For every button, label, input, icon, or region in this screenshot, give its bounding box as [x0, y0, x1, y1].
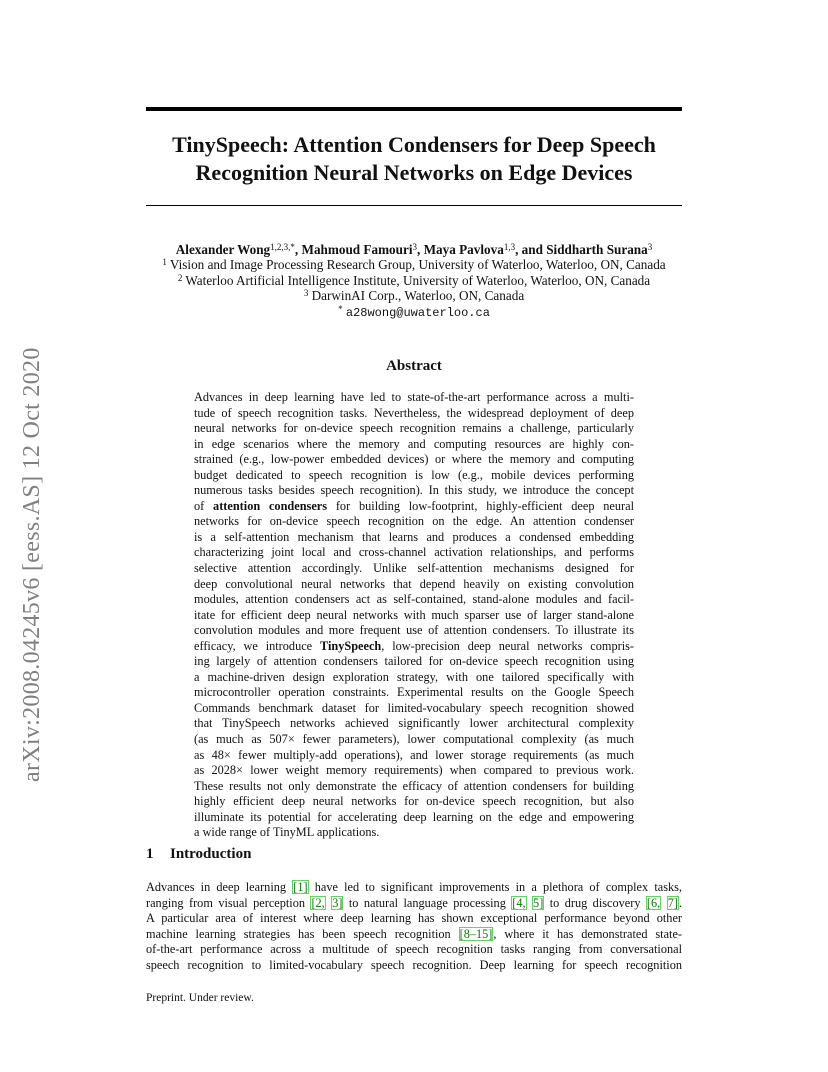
intro-line: machine learning strategies has been speech recognition [8–15], where it has demonstrated state- — [146, 926, 682, 941]
abstract-line: as 48× fewer multiply-add operations), and lower storage requirements (as much — [194, 747, 634, 762]
abstract-line: These results not only demonstrate the efficacy of attention condensers for building — [194, 778, 634, 793]
abstract-line: budget dedicated to speech recognition is low (e.g., mobile devices performing — [194, 467, 634, 482]
affiliation-mark: 2 — [177, 272, 183, 283]
abstract-line: a wide range of TinyML applications. — [194, 825, 380, 840]
citation-link[interactable]: 7] — [667, 895, 678, 910]
abstract-line: ing largely of attention condensers tailored for on-device speech recognition using — [194, 654, 634, 669]
abstract-line: networks for on-device speech recognition on the edge. An attention condenser — [194, 514, 634, 529]
citation-link[interactable]: [8–15] — [459, 926, 493, 941]
author-affiliation-mark: 1,3 — [503, 242, 516, 252]
abstract-line: Commands benchmark dataset for limited-vocabulary speech recognition showed — [194, 700, 634, 715]
abstract-heading: Abstract — [386, 358, 442, 374]
abstract-body — [194, 390, 634, 841]
affiliation-text: DarwinAI Corp., Waterloo, ON, Canada — [311, 288, 525, 304]
abstract-line: is a self-attention mechanism that learns and produces a condensed embedding — [194, 529, 634, 544]
citation-link[interactable]: 3] — [332, 895, 343, 910]
arxiv-sidebar-stamp: arXiv:2008.04245v6 [eess.AS] 12 Oct 2020 — [19, 347, 45, 782]
abstract-line: strained (e.g., low-power embedded devices) or where the memory and computing — [194, 452, 634, 467]
email-text: a28wong@uwaterloo.ca — [345, 305, 490, 320]
affiliation-mark: * — [338, 303, 343, 314]
intro-line: speech recognition to limited-vocabulary speech recognition. Deep learning for speech recognition — [146, 957, 682, 972]
abstract-line: of attention condensers for building low-footprint, highly-efficient deep neural — [194, 498, 634, 513]
author-separator: , — [294, 242, 302, 257]
affiliation-1 — [146, 257, 682, 272]
abstract-line: selective attention accordingly. Unlike self-attention mechanisms designed for — [194, 561, 634, 576]
abstract-line: neural networks for on-device speech recognition remains a challenge, particularly — [194, 421, 634, 436]
intro-line: of-the-art performance across a multitude of speech recognition tasks ranging from conversational — [146, 942, 682, 957]
bold-term: attention condensers — [213, 498, 328, 513]
author-name: Siddharth Surana — [546, 242, 648, 257]
intro-line: ranging from visual perception [2, 3] to natural language processing [4, 5] to drug discovery [6, 7]. — [146, 895, 683, 910]
abstract-line: a machine-driven design exploration strategy, with one tailored specifically with — [194, 669, 634, 684]
paper-title — [146, 131, 682, 187]
abstract-line: highly efficient deep neural networks for on-device speech recognition, but also — [194, 794, 634, 809]
author-block — [146, 242, 682, 321]
citation-link[interactable]: [4, — [512, 895, 526, 910]
affiliation-text: Vision and Image Processing Research Group, University of Waterloo, Waterloo, ON, Canada — [169, 257, 666, 273]
title-line-2: Recognition Neural Networks on Edge Devices — [195, 160, 633, 185]
affiliation-mark: 3 — [303, 288, 309, 299]
affiliation-2 — [146, 273, 682, 288]
abstract-line: Advances in deep learning have led to state-of-the-art performance across a multi- — [194, 390, 634, 404]
title-top-rule — [146, 107, 682, 111]
title-bottom-rule — [146, 205, 682, 206]
abstract-line: efficacy, we introduce TinySpeech, low-precision deep neural networks compris- — [194, 638, 634, 653]
citation-link[interactable]: [6, — [646, 895, 661, 910]
author-name: Mahmoud Famouri — [301, 242, 413, 257]
affiliation-text: Waterloo Artificial Intelligence Institute, University of Waterloo, Waterloo, ON, Canada — [185, 272, 651, 288]
abstract-line: itate for efficient deep neural networks with much sparser use of larger stand-alone — [194, 607, 634, 622]
footer-note: Preprint. Under review. — [146, 992, 254, 1004]
author-name: Alexander Wong — [175, 242, 271, 257]
abstract-line: convolution modules and more frequent use of attention condensers. To illustrate its — [194, 623, 634, 638]
author-list — [146, 242, 682, 257]
abstract-line: as 2028× lower weight memory requirements) when compared to previous work. — [194, 763, 634, 778]
intro-line: A particular area of interest where deep learning has shown exceptional performance beyond other — [146, 911, 682, 926]
author-affiliation-mark: 1,2,3,* — [270, 242, 295, 252]
abstract-line: illuminate its potential for accelerating deep learning on the edge and empowering — [194, 809, 634, 824]
author-affiliation-mark: 3 — [647, 242, 653, 252]
abstract-line: microcontroller operation constraints. Experimental results on the Google Speech — [194, 685, 634, 700]
citation-link[interactable]: 5] — [533, 895, 544, 910]
author-separator: , and — [515, 242, 547, 257]
abstract-line: characterizing joint local and cross-channel activation relationships, and performs — [194, 545, 634, 560]
abstract-line: modules, attention condensers act as self-contained, stand-alone modules and facil- — [194, 592, 634, 607]
section-title: Introduction — [170, 846, 252, 862]
citation-link[interactable]: [2, — [311, 895, 325, 910]
abstract-line: that TinySpeech networks achieved significantly lower architectural complexity — [194, 716, 634, 731]
section-heading-introduction — [146, 846, 251, 863]
introduction-body — [146, 880, 682, 973]
abstract-line: numerous tasks besides speech recognition). In this study, we introduce the concept — [194, 483, 634, 498]
author-separator: , — [417, 242, 424, 257]
abstract-line: in edge scenarios where the memory and computing resources are highly con- — [194, 436, 634, 451]
intro-line: Advances in deep learning [1] have led to significant improvements in a plethora of complex tasks, — [146, 880, 682, 894]
affiliation-3 — [146, 288, 682, 303]
abstract-line: tude of speech recognition tasks. Nevertheless, the widespread deployment of deep — [194, 405, 634, 420]
author-affiliation-mark: 3 — [412, 242, 417, 252]
abstract-line: (as much as 507× fewer parameters), lower computational complexity (as much — [194, 732, 634, 747]
contact-email — [146, 304, 682, 321]
bold-term: TinySpeech — [320, 638, 382, 653]
abstract-line: deep convolutional neural networks that depend heavily on existing convolution — [194, 576, 634, 591]
section-number: 1 — [146, 846, 154, 862]
affiliation-mark: 1 — [162, 257, 167, 268]
author-name: Maya Pavlova — [423, 242, 504, 257]
title-line-1: TinySpeech: Attention Condensers for Deep Speech — [172, 132, 656, 157]
citation-link[interactable]: [1] — [293, 880, 308, 894]
